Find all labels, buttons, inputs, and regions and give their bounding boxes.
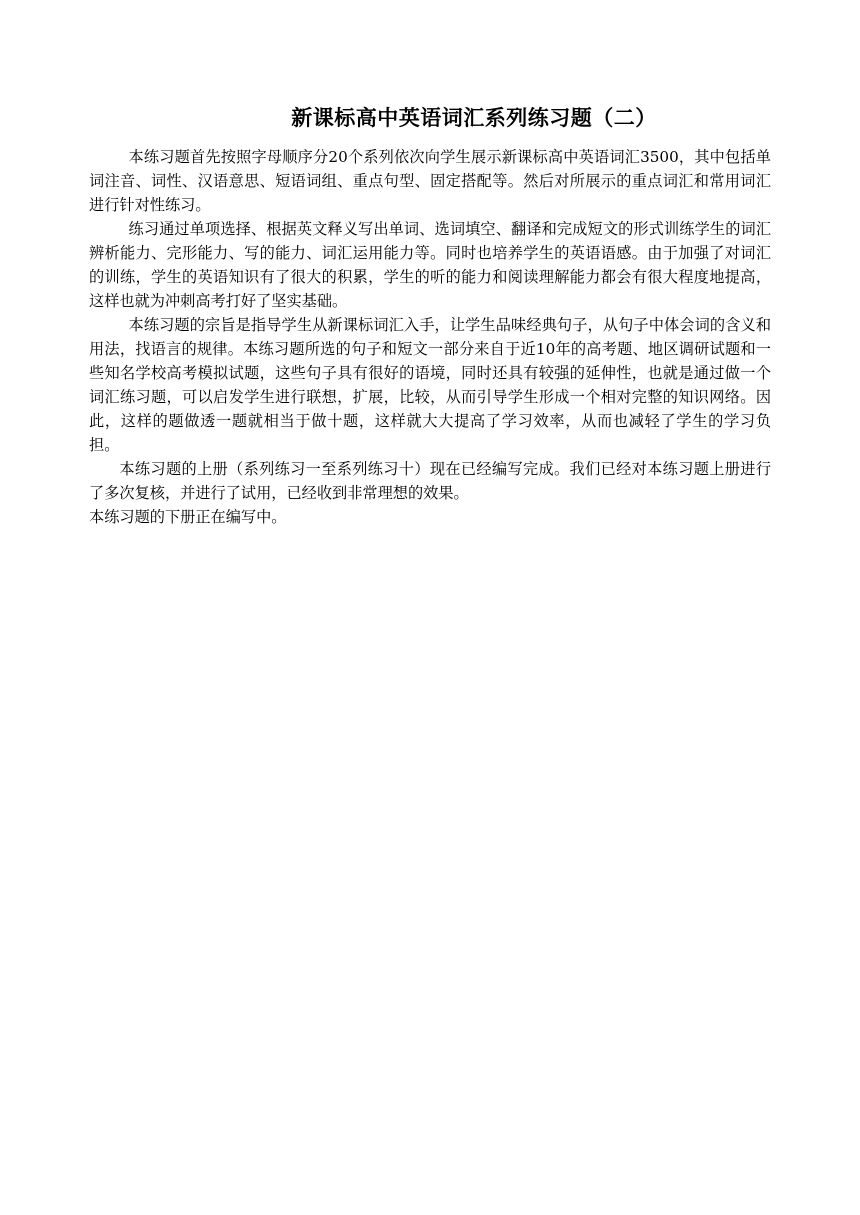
paragraph-intro: 本练习题首先按照字母顺序分20个系列依次向学生展示新课标高中英语词汇3500，其中包括单词注音、词性、汉语意思、短语词组、重点句型、固定搭配等。然后对所展示的重点词汇和常用词汇进行针对性练习。 [89,148,771,214]
paragraph-purpose: 本练习题的宗旨是指导学生从新课标词汇入手，让学生品味经典句子，从句子中体会词的含义和用法，找语言的规律。本练习题所选的句子和短文一部分来自于近10年的高考题、地区调研试题和一些知名学校高考模拟试题，这些句子具有很好的语境，同时还具有较强的延伸性，也就是通过做一个词汇练习题，可以启发学生进行联想，扩展，比较，从而引导学生形成一个相对完整的知识网络。因此，这样的题做透一题就相当于做十题，这样就大大提高了学习效率，从而也减轻了学生的学习负担。 [89,316,771,454]
document-title: 新课标高中英语词汇系列练习题（二） [291,106,657,130]
paragraph-exercise-types: 练习通过单项选择、根据英文释义写出单词、选词填空、翻译和完成短文的形式训练学生的词汇辨析能力、完形能力、写的能力、词汇运用能力等。同时也培养学生的英语语感。由于加强了对词汇的训练，学生的英语知识有了很大的积累，学生的听的能力和阅读理解能力都会有很大程度地提高，这样也就为冲刺高考打好了坚实基础。 [89,220,771,310]
paragraph-volume-one: 本练习题的上册（系列练习一至系列练习十）现在已经编写完成。我们已经对本练习题上册进行了多次复核，并进行了试用，已经收到非常理想的效果。 [89,460,771,502]
paragraph-volume-two: 本练习题的下册正在编写中。 [89,508,287,526]
document-body [89,145,771,529]
